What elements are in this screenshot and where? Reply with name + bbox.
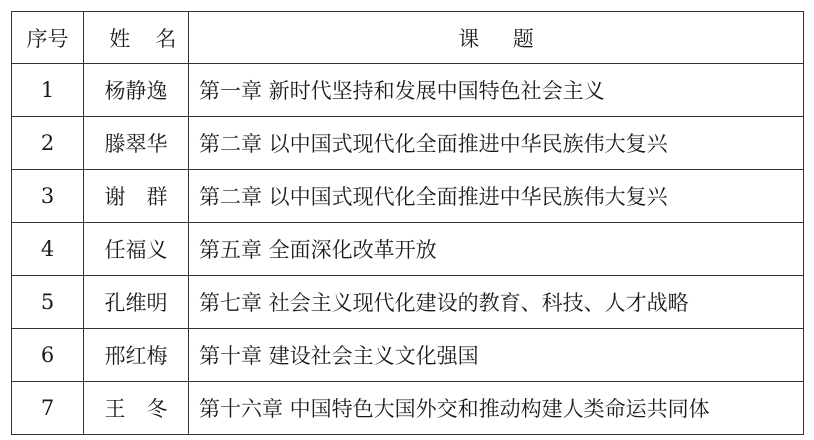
table-row bbox=[12, 170, 804, 223]
cell-name: 孔维明 bbox=[84, 276, 189, 329]
table-row bbox=[12, 329, 804, 382]
table-body bbox=[12, 64, 804, 435]
cell-no: 1 bbox=[12, 64, 84, 117]
table-row bbox=[12, 276, 804, 329]
cell-name: 任福义 bbox=[84, 223, 189, 276]
cell-name: 滕翠华 bbox=[84, 117, 189, 170]
cell-name: 杨静逸 bbox=[84, 64, 189, 117]
table-row bbox=[12, 223, 804, 276]
table-row bbox=[12, 382, 804, 435]
cell-no: 2 bbox=[12, 117, 84, 170]
header-no: 序号 bbox=[12, 12, 84, 64]
cell-name: 王 冬 bbox=[84, 382, 189, 435]
cell-topic: 第二章 以中国式现代化全面推进中华民族伟大复兴 bbox=[189, 170, 804, 223]
cell-topic: 第十六章 中国特色大国外交和推动构建人类命运共同体 bbox=[189, 382, 804, 435]
header-name: 姓名 bbox=[84, 12, 189, 64]
cell-name: 邢红梅 bbox=[84, 329, 189, 382]
cell-no: 3 bbox=[12, 170, 84, 223]
cell-topic: 第一章 新时代坚持和发展中国特色社会主义 bbox=[189, 64, 804, 117]
cell-topic: 第二章 以中国式现代化全面推进中华民族伟大复兴 bbox=[189, 117, 804, 170]
cell-no: 6 bbox=[12, 329, 84, 382]
cell-no: 4 bbox=[12, 223, 84, 276]
table-header bbox=[12, 12, 804, 64]
header-row bbox=[12, 12, 804, 64]
cell-topic: 第十章 建设社会主义文化强国 bbox=[189, 329, 804, 382]
assignment-table bbox=[11, 11, 804, 435]
cell-no: 5 bbox=[12, 276, 84, 329]
table-row bbox=[12, 64, 804, 117]
cell-name: 谢 群 bbox=[84, 170, 189, 223]
header-topic: 课题 bbox=[189, 12, 804, 64]
table-row bbox=[12, 117, 804, 170]
cell-no: 7 bbox=[12, 382, 84, 435]
cell-topic: 第五章 全面深化改革开放 bbox=[189, 223, 804, 276]
cell-topic: 第七章 社会主义现代化建设的教育、科技、人才战略 bbox=[189, 276, 804, 329]
